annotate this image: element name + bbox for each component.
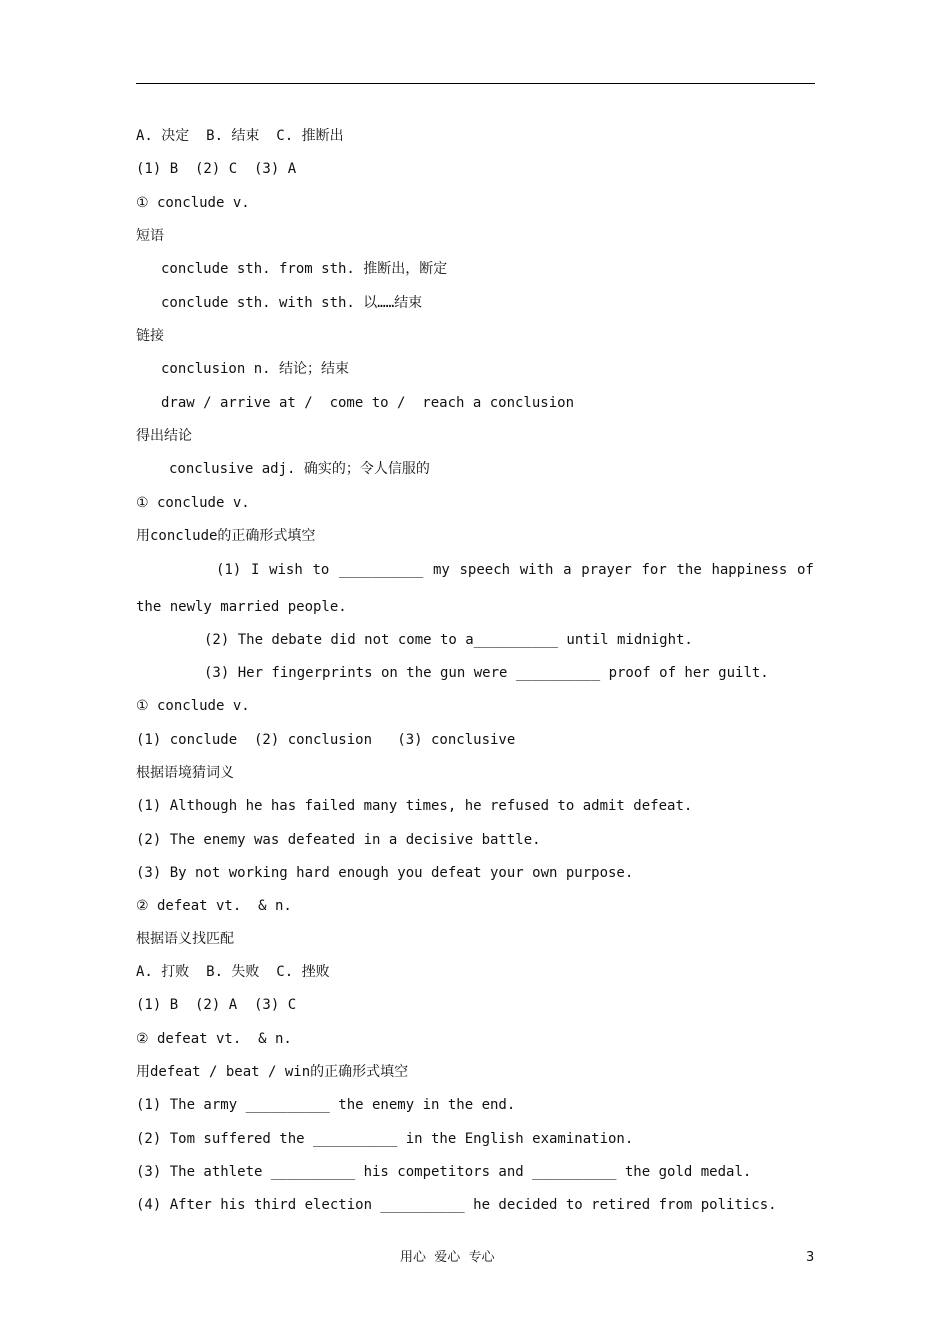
example-line: (2) The enemy was defeated in a decisive battle. (136, 832, 541, 848)
exercise-word: to (312, 562, 330, 578)
section-heading: 短语 (136, 228, 164, 244)
section-heading: 根据语义找匹配 (136, 931, 234, 947)
exercise-word: with (519, 562, 554, 578)
text-line: conclude sth. with sth. 以……结束 (161, 295, 423, 311)
exercise-line: (2) The debate did not come to a__________ until midnight. (204, 632, 693, 648)
answer-line: (1) B (2) A (3) C (136, 997, 297, 1013)
text-line: conclude sth. from sth. 推断出，断定 (161, 261, 448, 277)
text-line: (1) B (2) C (3) A (136, 161, 297, 177)
exercise-word: for (641, 562, 667, 578)
exercise-word: of (796, 562, 814, 578)
exercise-line: (3) Her fingerprints on the gun were __________ proof of her guilt. (204, 665, 769, 681)
exercise-line (216, 560, 814, 580)
text-line: ① conclude v. (136, 195, 250, 211)
exercise-word: a (563, 562, 572, 578)
text-line: 得出结论 (136, 428, 192, 444)
text-line: ① conclude v. (136, 495, 250, 511)
exercise-word: happiness (711, 562, 788, 578)
text-line: A. 打败 B. 失败 C. 挫败 (136, 964, 330, 980)
section-heading: 用defeat / beat / win的正确形式填空 (136, 1064, 409, 1080)
section-heading: 根据语境猜词义 (136, 765, 234, 781)
section-heading: 链接 (136, 328, 164, 344)
exercise-word: wish (269, 562, 303, 578)
exercise-line: (3) The athlete __________ his competitors and __________ the gold medal. (136, 1164, 752, 1180)
text-line: ② defeat vt. & n. (136, 1031, 292, 1047)
exercise-word: (1) (216, 562, 242, 578)
example-line: (1) Although he has failed many times, he refused to admit defeat. (136, 798, 693, 814)
page-number: 3 (806, 1250, 815, 1265)
exercise-line: (4) After his third election __________ he decided to retired from politics. (136, 1197, 777, 1213)
exercise-word: the (676, 562, 702, 578)
section-heading: 用conclude的正确形式填空 (136, 528, 316, 544)
text-line: conclusion n. 结论；结束 (161, 361, 350, 377)
exercise-word: __________ (339, 562, 424, 578)
exercise-word: prayer (581, 562, 632, 578)
exercise-word: my (432, 562, 450, 578)
example-line: (3) By not working hard enough you defeat your own purpose. (136, 865, 634, 881)
exercise-word: speech (459, 562, 511, 578)
text-line: conclusive adj. 确实的；令人信服的 (169, 461, 430, 477)
exercise-line: (1) The army __________ the enemy in the end. (136, 1097, 516, 1113)
exercise-word: I (250, 562, 260, 578)
exercise-line: the newly married people. (136, 599, 347, 615)
page-footer: 用心 爱心 专心 (400, 1250, 495, 1265)
text-line: ② defeat vt. & n. (136, 898, 292, 914)
exercise-line: (2) Tom suffered the __________ in the English examination. (136, 1131, 634, 1147)
header-rule (136, 83, 815, 84)
text-line: A. 决定 B. 结束 C. 推断出 (136, 128, 344, 144)
answer-line: (1) conclude (2) conclusion (3) conclusive (136, 732, 516, 748)
text-line: ① conclude v. (136, 698, 250, 714)
text-line: draw / arrive at / come to / reach a conclusion (161, 395, 575, 411)
